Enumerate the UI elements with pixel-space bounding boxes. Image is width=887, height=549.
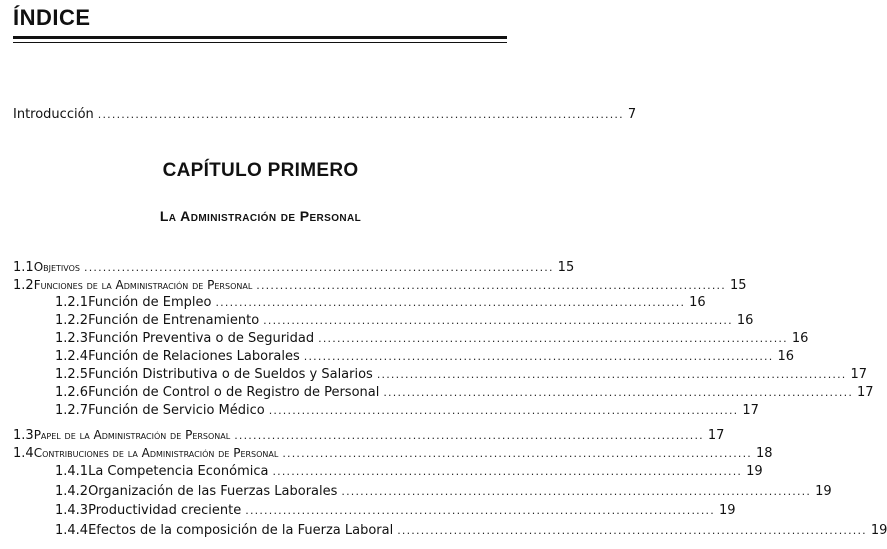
- dot-leader: ....................................................................................................: [263, 314, 733, 327]
- dot-leader: ....................................................................................................: [383, 386, 854, 399]
- toc-entry-label: Función de Control o de Registro de Personal: [88, 385, 380, 400]
- toc-entry-number: 1.4.2: [55, 484, 89, 499]
- toc-entry-label: Organización de las Fuerzas Laborales: [88, 484, 338, 499]
- toc-entry-number: 1.1: [13, 260, 34, 275]
- toc-entry[interactable]: [55, 523, 887, 539]
- toc-entry-number: 1.2.5: [55, 367, 89, 382]
- toc-entry-label: Introducción: [13, 107, 94, 122]
- chapter-title: La Administración de Personal: [159, 208, 362, 224]
- toc-entry-label: Función Distributiva o de Sueldos y Salarios: [88, 367, 373, 382]
- dot-leader: ....................................................................................................: [234, 429, 704, 442]
- toc-entry[interactable]: [55, 331, 809, 347]
- title-rule-thin: [13, 42, 507, 43]
- toc-entry-number: 1.2.4: [55, 349, 89, 364]
- toc-entry-number: 1.2.6: [55, 385, 89, 400]
- toc-entry-number: 1.4.1: [55, 464, 89, 479]
- toc-entry-label: Función de Entrenamiento: [88, 313, 260, 328]
- toc-entry[interactable]: [13, 259, 575, 276]
- toc-entry-label: Función de Relaciones Laborales: [88, 349, 300, 364]
- dot-leader: ....................................................................................................: [215, 296, 686, 309]
- toc-page-number: 17: [742, 403, 759, 418]
- dot-leader: ....................................................................................................: [84, 261, 554, 274]
- toc-entry-label: Función de Empleo: [88, 295, 212, 310]
- toc-entry-number: 1.4.3: [55, 503, 89, 518]
- toc-entry[interactable]: [55, 484, 832, 500]
- toc-entry-label: Funciones de la Administración de Personal: [33, 278, 253, 292]
- toc-entry-number: 1.2.2: [55, 313, 89, 328]
- toc-entry-label: Contribuciones de la Administración de Personal: [33, 446, 279, 460]
- toc-entry[interactable]: [13, 277, 747, 294]
- toc-entry-label: Productividad creciente: [88, 503, 242, 518]
- toc-page-number: 16: [736, 313, 754, 328]
- toc-entry[interactable]: [55, 349, 794, 365]
- dot-leader: ....................................................................................................: [245, 504, 715, 517]
- dot-leader: ....................................................................................................: [376, 368, 847, 381]
- dot-leader: ....................................................................................................: [341, 485, 812, 498]
- page-title: ÍNDICE: [13, 5, 91, 30]
- toc-entry-label: La Competencia Económica: [88, 464, 269, 479]
- dot-leader: ....................................................................................................: [272, 465, 743, 478]
- chapter-heading: CAPÍTULO PRIMERO: [162, 160, 359, 181]
- toc-page-number: 19: [746, 464, 763, 479]
- toc-page-number: 17: [707, 428, 725, 443]
- toc-entry[interactable]: [55, 367, 868, 383]
- toc-page-number: 16: [777, 349, 794, 364]
- dot-leader: ....................................................................................................: [268, 404, 739, 417]
- toc-entry-label: Papel de la Administración de Personal: [33, 428, 231, 442]
- toc-entry[interactable]: [13, 427, 725, 444]
- title-rule-thick: [13, 36, 507, 39]
- toc-entry[interactable]: [55, 503, 736, 519]
- toc-entry-number: 1.4.4: [55, 523, 89, 538]
- toc-page-number: 16: [791, 331, 809, 346]
- toc-entry[interactable]: [55, 403, 759, 419]
- toc-entry-label: Función de Servicio Médico: [88, 403, 265, 418]
- toc-entry[interactable]: [55, 385, 874, 401]
- toc-page-number: 15: [557, 260, 575, 275]
- toc-page-number: 17: [850, 367, 868, 382]
- toc-page-number: 15: [729, 278, 747, 293]
- toc-entry-number: 1.2: [13, 278, 34, 293]
- toc-entry-number: 1.2.1: [55, 295, 89, 310]
- toc-entry-label: Función Preventiva o de Seguridad: [88, 331, 315, 346]
- toc-page-number: 7: [627, 107, 637, 122]
- toc-page-number: 16: [689, 295, 706, 310]
- toc-page-number: 17: [857, 385, 874, 400]
- toc-page-number: 19: [718, 503, 736, 518]
- toc-entry[interactable]: [55, 464, 763, 480]
- toc-entry-number: 1.3: [13, 428, 34, 443]
- toc-entry[interactable]: [55, 313, 754, 329]
- toc-entry-number: 1.2.7: [55, 403, 89, 418]
- toc-page-number: 19: [815, 484, 832, 499]
- toc-page-number: 18: [756, 446, 773, 461]
- toc-page-number: 19: [870, 523, 887, 538]
- toc-entry[interactable]: [13, 445, 773, 462]
- dot-leader: ................................................................................................................: [97, 108, 624, 121]
- dot-leader: ....................................................................................................: [256, 279, 726, 292]
- dot-leader: ....................................................................................................: [303, 350, 774, 363]
- toc-entry-number: 1.2.3: [55, 331, 89, 346]
- dot-leader: ....................................................................................................: [318, 332, 788, 345]
- toc-entry-number: 1.4: [13, 446, 34, 461]
- dot-leader: ....................................................................................................: [397, 524, 867, 537]
- dot-leader: ....................................................................................................: [282, 447, 753, 460]
- toc-entry-introduction[interactable]: [13, 107, 637, 123]
- toc-entry-label: Efectos de la composición de la Fuerza Laboral: [88, 523, 394, 538]
- toc-entry-label: Objetivos: [33, 260, 80, 274]
- toc-entry[interactable]: [55, 295, 706, 311]
